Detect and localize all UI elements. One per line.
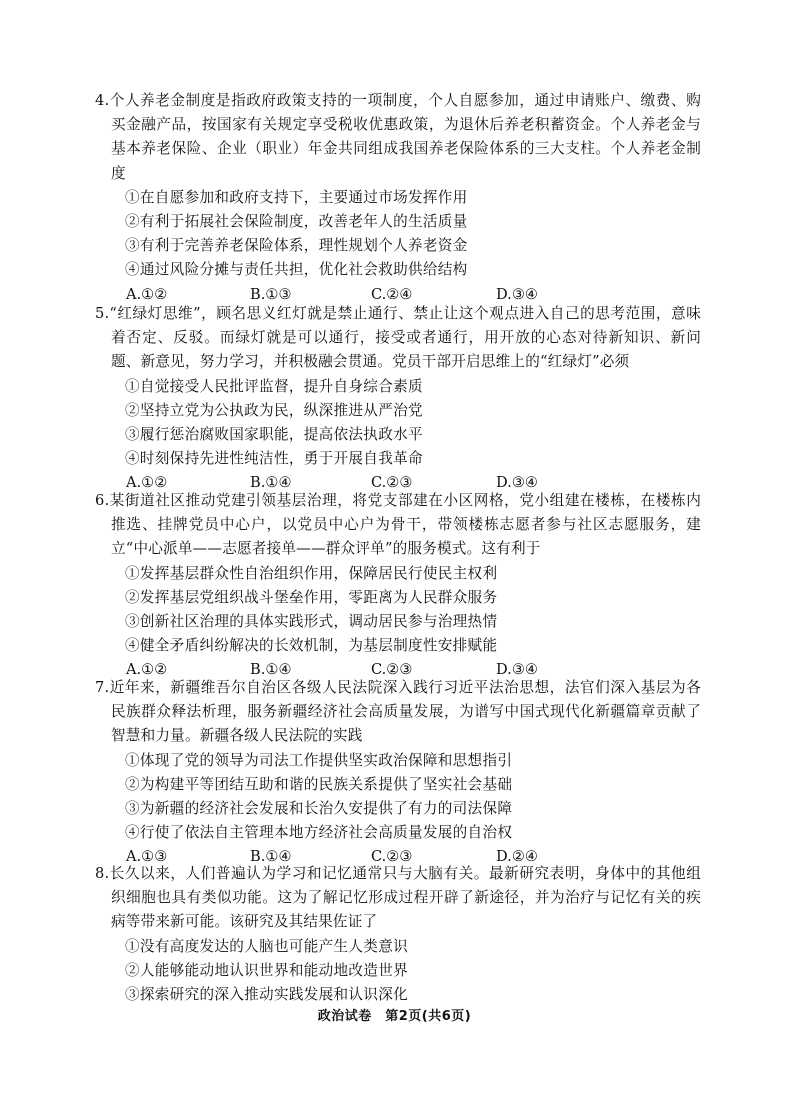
choice-c: C.②③ [371,474,413,492]
statement-item: ②为构建平等团结互助和谐的民族关系提供了坚实社会基础 [125,775,513,793]
choice-b: B.①④ [250,661,292,679]
statement-item: ①体现了党的领导为司法工作提供坚实政治保障和思想指引 [125,751,513,769]
statement-item: ②发挥基层党组织战斗堡垒作用，零距离为人民群众服务 [125,588,498,606]
statement-item: ④健全矛盾纠纷解决的长效机制，为基层制度性安排赋能 [125,637,498,655]
choice-c: C.②③ [371,848,413,866]
page-footer: 政治试卷 第2页(共6页) [317,1009,472,1024]
choice-c: C.②③ [371,661,413,679]
question-stem: 4.个人养老金制度是指政府政策支持的一项制度，个人自愿参加，通过申请账户、缴费、购买金融产品，按国家有关规定享受税收优惠政策，为退休后养老积蓄资金。个人养老金与基本养老保险、企业（职业）年金共同组成我国养老保险体系的三大支柱。个人养老金制度 [95,92,701,182]
choice-a: A.①② [126,285,168,303]
choice-d: D.③④ [496,285,538,303]
choice-d: D.③④ [496,474,538,492]
statement-item: ③履行惩治腐败国家职能，提高依法执政水平 [125,426,423,444]
choice-a: A.①③ [126,848,168,866]
choice-a: A.①② [126,661,168,679]
statement-item: ②人能够能动地认识世界和能动地改造世界 [125,961,408,979]
statement-list [95,375,701,472]
choice-b: B.①③ [250,285,292,303]
statement-item: ②坚持立党为公执政为民，纵深推进从严治党 [125,401,423,419]
choice-c: C.②④ [371,285,413,303]
question-stem: 6.某街道社区推动党建引领基层治理，将党支部建在小区网格，党小组建在楼栋，在楼栋内推选、挂牌党员中心户，以党员中心户为骨干，带领楼栋志愿者参与社区志愿服务，建立“中心派单——志愿者接单——群众评单”的服务模式。这有利于 [95,492,701,558]
question-5 [95,302,701,496]
statement-item: ①没有高度发达的人脑也可能产生人类意识 [125,937,408,955]
choice-b: B.①④ [250,474,292,492]
statement-list [95,935,701,1008]
statement-item: ①在自愿参加和政府支持下，主要通过市场发挥作用 [125,188,468,206]
choice-a: A.①② [126,474,168,492]
statement-item: ③探索研究的深入推动实践发展和认识深化 [125,986,408,1004]
statement-item: ③创新社区治理的具体实践形式，调动居民参与治理热情 [125,613,498,631]
statement-list [95,562,701,659]
question-7 [95,676,701,870]
statement-list [95,749,701,846]
statement-item: ④行使了依法自主管理本地方经济社会高质量发展的自治权 [125,824,513,842]
statement-item: ①自觉接受人民批评监督，提升自身综合素质 [125,377,423,395]
choice-d: D.②④ [496,848,538,866]
question-4 [95,89,701,307]
statement-item: ②有利于拓展社会保险制度，改善老年人的生活质量 [125,213,468,231]
statement-item: ③有利于完善养老保险体系，理性规划个人养老资金 [125,237,468,255]
choice-d: D.③④ [496,661,538,679]
statement-item: ④通过风险分摊与责任共担，优化社会救助供给结构 [125,261,468,279]
question-8 [95,862,701,1007]
question-stem: 8.长久以来，人们普遍认为学习和记忆通常只与大脑有关。最新研究表明，身体中的其他组织细胞也具有类似功能。这为了解记忆形成过程开辟了新途径，并为治疗与记忆有关的疾病等带来新可能。该研究及其结果佐证了 [95,865,701,931]
statement-list [95,186,701,283]
question-stem: 5.“红绿灯思维”，顾名思义红灯就是禁止通行、禁止让这个观点进入自己的思考范围，意味着否定、反驳。而绿灯就是可以通行，接受或者通行，用开放的心态对待新知识、新问题、新意见，努力学习，并积极融会贯通。党员干部开启思维上的“红绿灯”必须 [95,305,701,371]
question-6 [95,489,701,683]
choice-b: B.①④ [250,848,292,866]
statement-item: ①发挥基层群众性自治组织作用，保障居民行使民主权利 [125,564,498,582]
statement-item: ③为新疆的经济社会发展和长治久安提供了有力的司法保障 [125,800,513,818]
statement-item: ④时刻保持先进性纯洁性，勇于开展自我革命 [125,450,423,468]
question-stem: 7.近年来，新疆维吾尔自治区各级人民法院深入践行习近平法治思想，法官们深入基层为各民族群众释法析理，服务新疆经济社会高质量发展，为谱写中国式现代化新疆篇章贡献了智慧和力量。新疆各级人民法院的实践 [95,679,701,745]
